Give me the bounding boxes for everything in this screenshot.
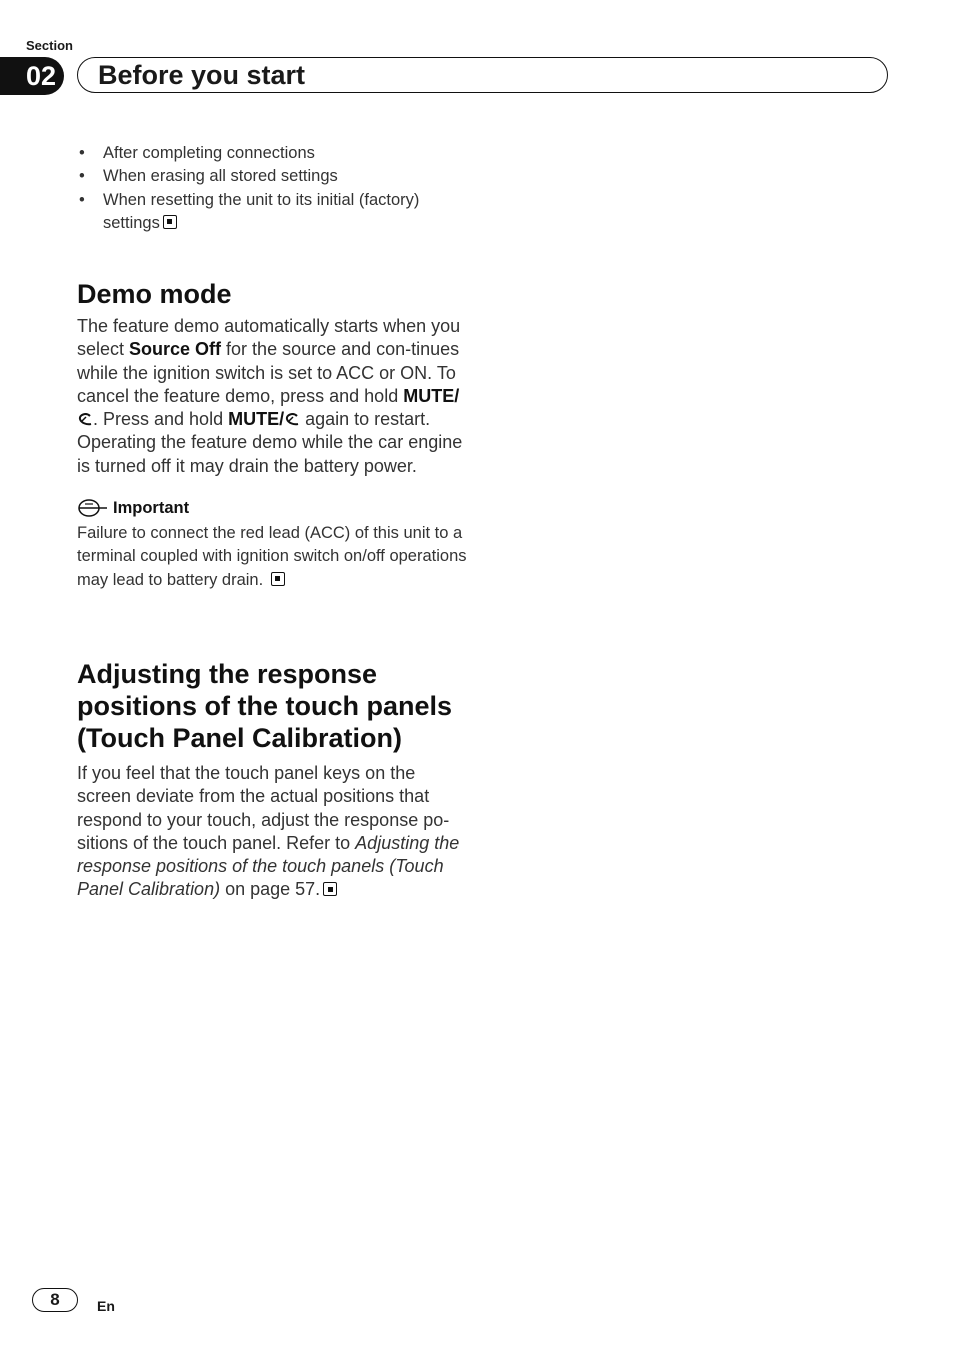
section-title: Before you start bbox=[98, 60, 306, 90]
calibration-heading: Adjusting the response positions of the touch panels (Touch Panel Calibration) bbox=[77, 659, 453, 753]
demo-mode-heading: Demo mode bbox=[77, 279, 232, 309]
calibration-section bbox=[77, 658, 467, 902]
calibration-paragraph: If you feel that the touch panel keys on the screen deviate from the actual positions that respond to your touch, adjust the response po-sitions of the touch panel. Refer to Adjusting the response positions of the touch panels (Touch Panel Calibration) on page 57. bbox=[77, 763, 460, 900]
important-text: Failure to connect the red lead (ACC) of this unit to a terminal coupled with ignition switch on/off operations may lead to battery drain. bbox=[77, 524, 467, 589]
list-item: • After completing connections bbox=[79, 144, 315, 162]
condition-list bbox=[77, 142, 467, 235]
phone-icon bbox=[77, 413, 93, 427]
important-heading: Important bbox=[77, 498, 467, 518]
page-number: 8 bbox=[32, 1288, 78, 1312]
end-mark-icon bbox=[271, 572, 285, 586]
important-icon bbox=[77, 498, 109, 518]
language-label: En bbox=[97, 1298, 115, 1314]
section-title-box bbox=[77, 57, 888, 93]
section-number: 02 bbox=[0, 57, 64, 95]
list-item: • When erasing all stored settings bbox=[79, 167, 338, 186]
section-label: Section bbox=[26, 38, 73, 53]
end-mark-icon bbox=[323, 882, 337, 896]
demo-mode-paragraph: The feature demo automatically starts when you select Source Off for the source and con-tinues while the ignition switch is set to ACC or ON. To cancel the feature demo, press and hold MUTE/. Press and hold MUTE/ again to restart. Operating the feature demo while the car engine is turned off it may drain the battery power. bbox=[77, 316, 463, 476]
list-item: • When resetting the unit to its initial (factory) settings bbox=[79, 190, 420, 232]
phone-icon bbox=[284, 413, 300, 427]
end-mark-icon bbox=[163, 215, 177, 229]
demo-mode-section bbox=[77, 278, 467, 592]
